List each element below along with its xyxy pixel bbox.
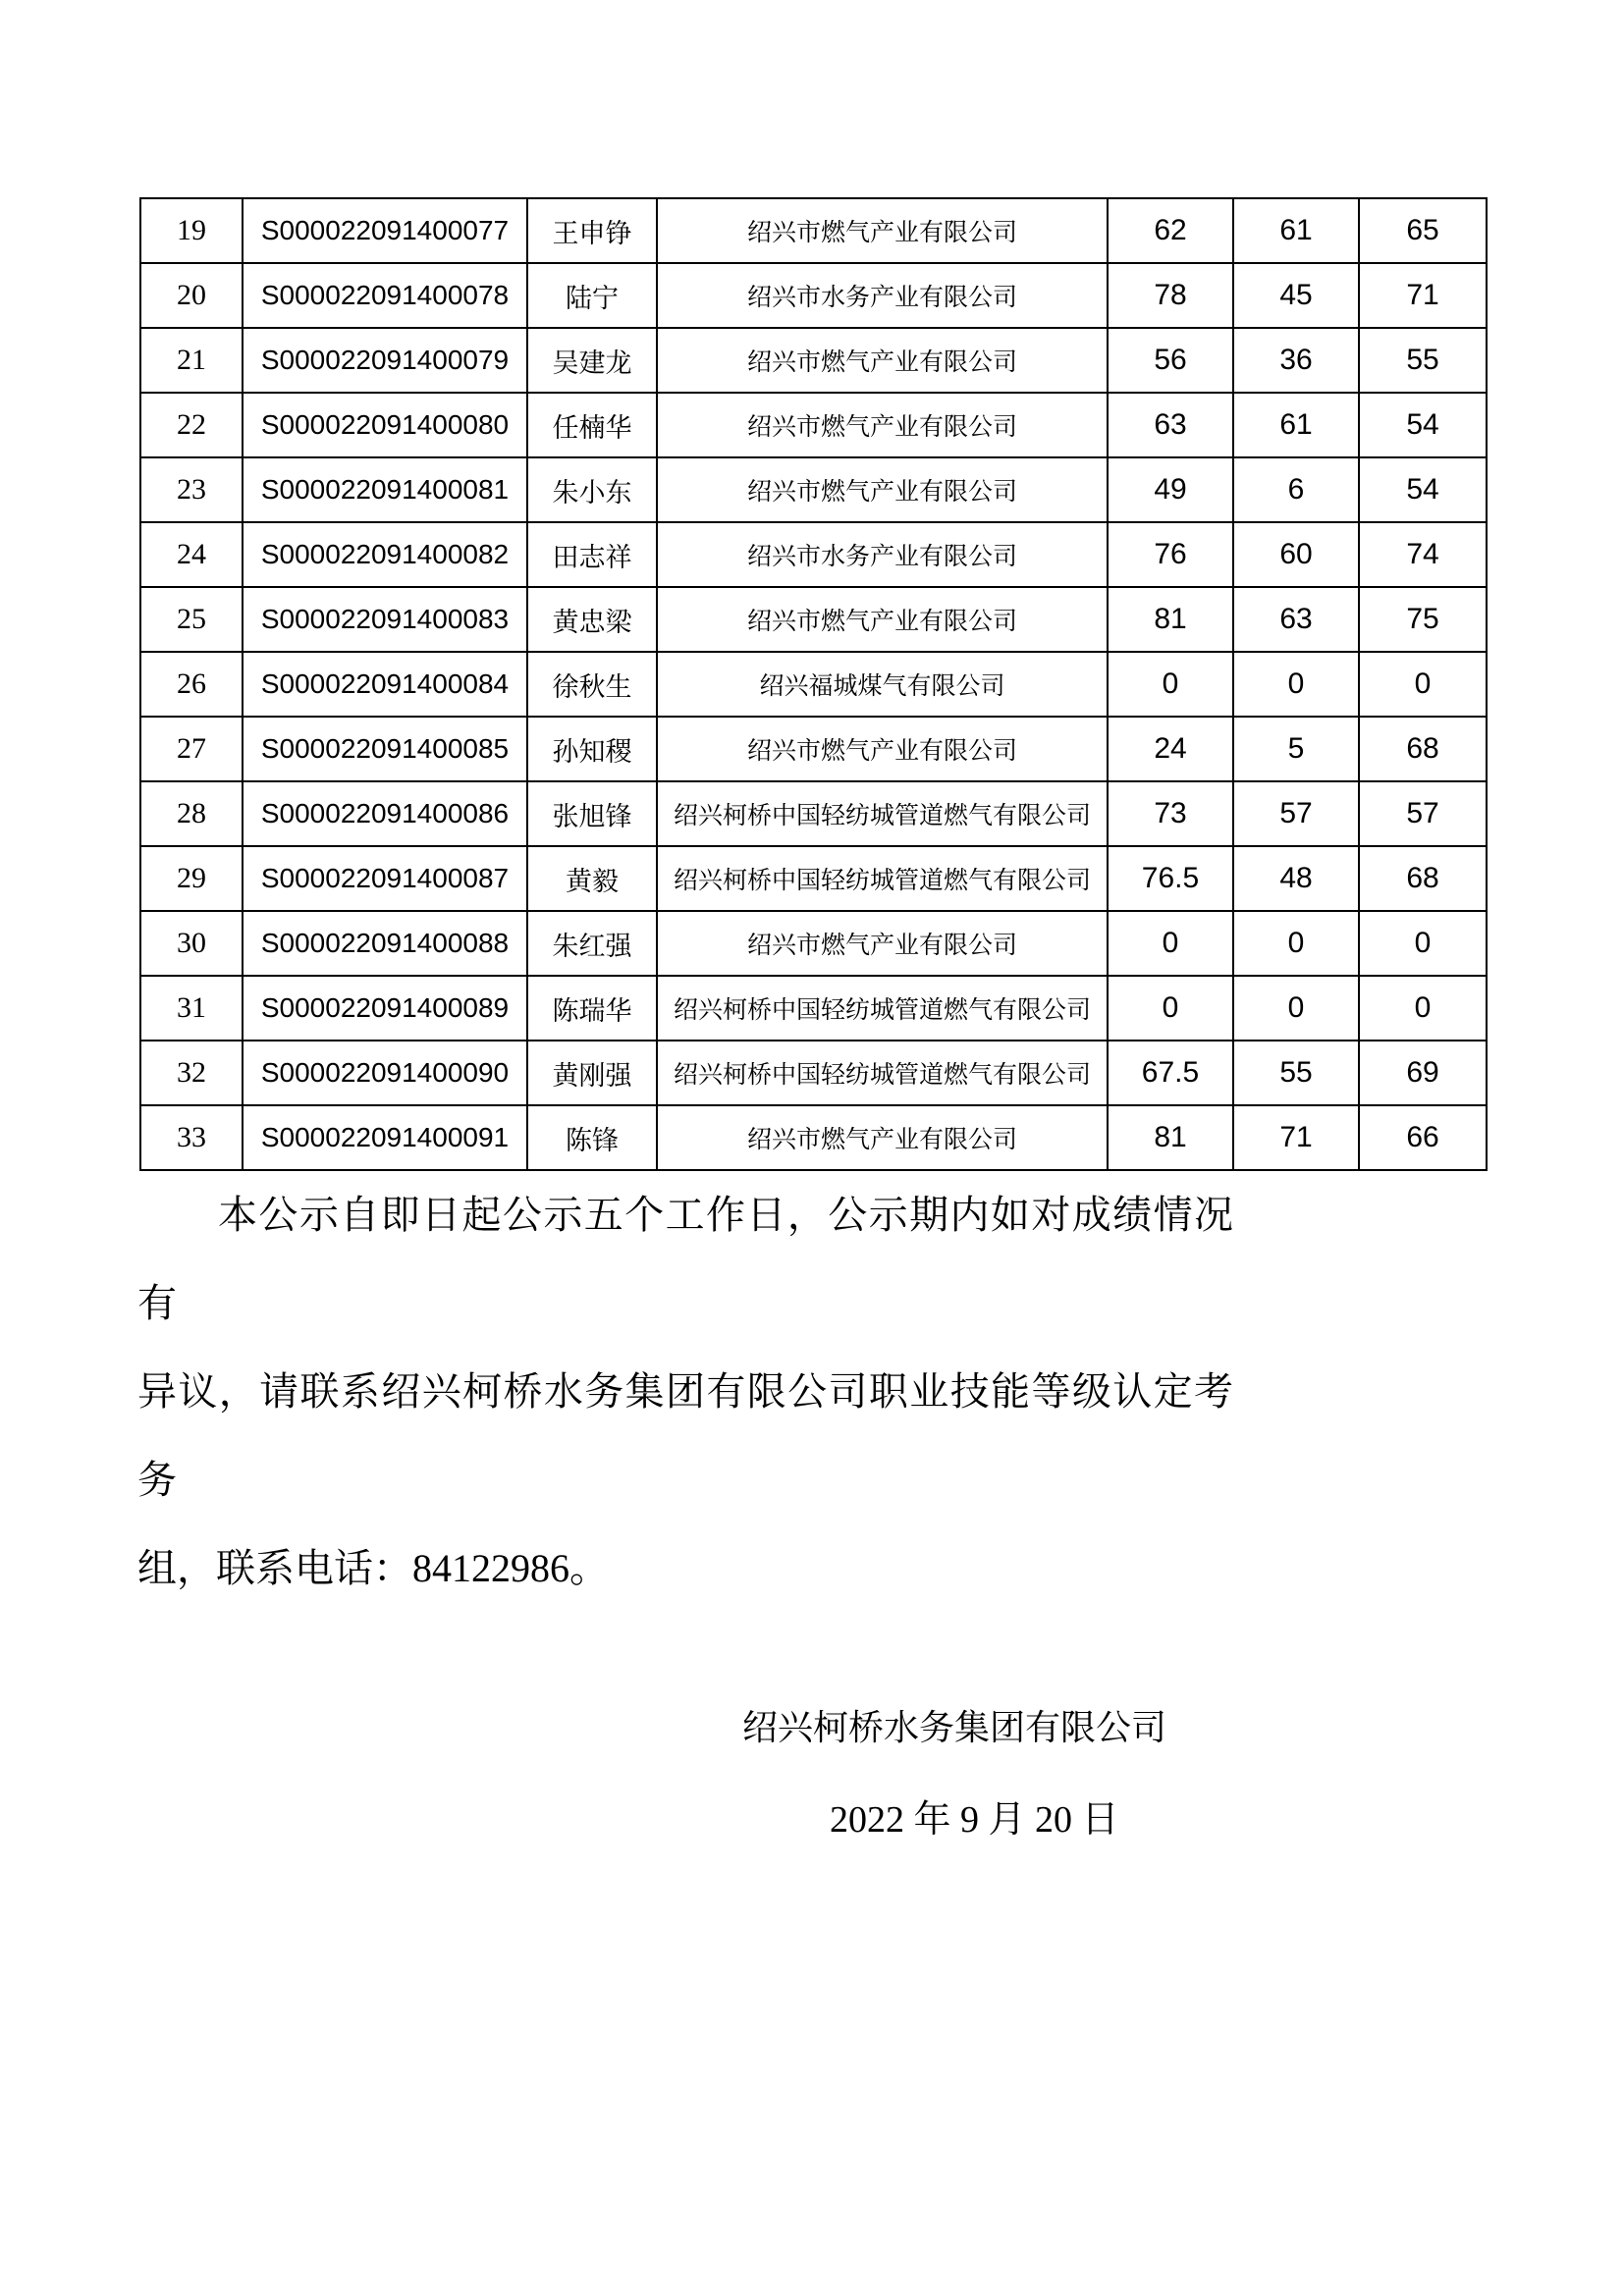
score1-cell: 78: [1108, 263, 1233, 328]
signature-date: 2022 年 9 月 20 日: [830, 1799, 1119, 1841]
name-cell: 黄忠梁: [527, 587, 657, 652]
score2-cell: 45: [1233, 263, 1359, 328]
name-cell: 吴建龙: [527, 328, 657, 393]
score3-cell: 68: [1359, 717, 1487, 781]
name-cell: 孙知稷: [527, 717, 657, 781]
score3-cell: 54: [1359, 393, 1487, 457]
score1-cell: 0: [1108, 911, 1233, 976]
row-number-cell: 26: [140, 652, 243, 717]
company-cell: 绍兴市水务产业有限公司: [657, 522, 1108, 587]
score1-cell: 0: [1108, 976, 1233, 1041]
score1-cell: 76: [1108, 522, 1233, 587]
company-cell: 绍兴市燃气产业有限公司: [657, 1105, 1108, 1170]
candidate-id-cell: S000022091400084: [243, 652, 527, 717]
table-row: [140, 328, 1487, 393]
score1-cell: 62: [1108, 198, 1233, 263]
table-row: [140, 393, 1487, 457]
row-number-cell: 30: [140, 911, 243, 976]
candidate-id-cell: S000022091400090: [243, 1041, 527, 1105]
name-cell: 王申铮: [527, 198, 657, 263]
signature-company: 绍兴柯桥水务集团有限公司: [742, 1708, 1167, 1747]
score1-cell: 0: [1108, 652, 1233, 717]
name-cell: 陆宁: [527, 263, 657, 328]
row-number-cell: 23: [140, 457, 243, 522]
table-row: [140, 1105, 1487, 1170]
company-cell: 绍兴柯桥中国轻纺城管道燃气有限公司: [657, 781, 1108, 846]
company-cell: 绍兴柯桥中国轻纺城管道燃气有限公司: [657, 1041, 1108, 1105]
row-number-cell: 27: [140, 717, 243, 781]
notice-line-1: 本公示自即日起公示五个工作日，公示期内如对成绩情况有: [137, 1193, 1233, 1325]
table-row: [140, 457, 1487, 522]
score2-cell: 6: [1233, 457, 1359, 522]
company-cell: 绍兴市燃气产业有限公司: [657, 393, 1108, 457]
score2-cell: 0: [1233, 652, 1359, 717]
table-row: [140, 781, 1487, 846]
table-row: [140, 911, 1487, 976]
score2-cell: 0: [1233, 976, 1359, 1041]
name-cell: 朱小东: [527, 457, 657, 522]
score2-cell: 71: [1233, 1105, 1359, 1170]
score3-cell: 74: [1359, 522, 1487, 587]
candidate-id-cell: S000022091400088: [243, 911, 527, 976]
candidate-id-cell: S000022091400091: [243, 1105, 527, 1170]
score3-cell: 69: [1359, 1041, 1487, 1105]
score1-cell: 67.5: [1108, 1041, 1233, 1105]
score3-cell: 0: [1359, 652, 1487, 717]
score1-cell: 76.5: [1108, 846, 1233, 911]
name-cell: 徐秋生: [527, 652, 657, 717]
row-number-cell: 31: [140, 976, 243, 1041]
score1-cell: 63: [1108, 393, 1233, 457]
candidate-id-cell: S000022091400080: [243, 393, 527, 457]
company-cell: 绍兴市燃气产业有限公司: [657, 457, 1108, 522]
score1-cell: 49: [1108, 457, 1233, 522]
company-cell: 绍兴柯桥中国轻纺城管道燃气有限公司: [657, 976, 1108, 1041]
score1-cell: 81: [1108, 587, 1233, 652]
row-number-cell: 22: [140, 393, 243, 457]
name-cell: 黄刚强: [527, 1041, 657, 1105]
name-cell: 田志祥: [527, 522, 657, 587]
company-cell: 绍兴市燃气产业有限公司: [657, 911, 1108, 976]
table-row: [140, 652, 1487, 717]
candidate-id-cell: S000022091400086: [243, 781, 527, 846]
score2-cell: 63: [1233, 587, 1359, 652]
score-table-body: [140, 198, 1487, 1170]
row-number-cell: 21: [140, 328, 243, 393]
score3-cell: 0: [1359, 976, 1487, 1041]
score1-cell: 73: [1108, 781, 1233, 846]
score3-cell: 0: [1359, 911, 1487, 976]
score3-cell: 57: [1359, 781, 1487, 846]
table-row: [140, 263, 1487, 328]
score2-cell: 60: [1233, 522, 1359, 587]
name-cell: 朱红强: [527, 911, 657, 976]
name-cell: 张旭锋: [527, 781, 657, 846]
table-row: [140, 846, 1487, 911]
table-row: [140, 717, 1487, 781]
candidate-id-cell: S000022091400089: [243, 976, 527, 1041]
score2-cell: 5: [1233, 717, 1359, 781]
notice-line-3: 组，联系电话：84122986。: [137, 1546, 609, 1590]
table-row: [140, 522, 1487, 587]
candidate-id-cell: S000022091400077: [243, 198, 527, 263]
notice-paragraph: [137, 1171, 1233, 1613]
row-number-cell: 20: [140, 263, 243, 328]
score3-cell: 66: [1359, 1105, 1487, 1170]
company-cell: 绍兴市水务产业有限公司: [657, 263, 1108, 328]
score3-cell: 75: [1359, 587, 1487, 652]
notice-line-2: 异议，请联系绍兴柯桥水务集团有限公司职业技能等级认定考务: [137, 1369, 1233, 1502]
score1-cell: 56: [1108, 328, 1233, 393]
company-cell: 绍兴市燃气产业有限公司: [657, 328, 1108, 393]
score3-cell: 55: [1359, 328, 1487, 393]
score3-cell: 54: [1359, 457, 1487, 522]
candidate-id-cell: S000022091400085: [243, 717, 527, 781]
score1-cell: 81: [1108, 1105, 1233, 1170]
score2-cell: 61: [1233, 393, 1359, 457]
score3-cell: 68: [1359, 846, 1487, 911]
company-cell: 绍兴市燃气产业有限公司: [657, 587, 1108, 652]
company-cell: 绍兴福城煤气有限公司: [657, 652, 1108, 717]
score1-cell: 24: [1108, 717, 1233, 781]
score-table: [139, 197, 1488, 1171]
candidate-id-cell: S000022091400087: [243, 846, 527, 911]
table-row: [140, 587, 1487, 652]
company-cell: 绍兴柯桥中国轻纺城管道燃气有限公司: [657, 846, 1108, 911]
row-number-cell: 24: [140, 522, 243, 587]
name-cell: 陈锋: [527, 1105, 657, 1170]
table-row: [140, 976, 1487, 1041]
name-cell: 黄毅: [527, 846, 657, 911]
row-number-cell: 29: [140, 846, 243, 911]
candidate-id-cell: S000022091400078: [243, 263, 527, 328]
score2-cell: 36: [1233, 328, 1359, 393]
candidate-id-cell: S000022091400081: [243, 457, 527, 522]
score2-cell: 61: [1233, 198, 1359, 263]
table-row: [140, 198, 1487, 263]
candidate-id-cell: S000022091400079: [243, 328, 527, 393]
row-number-cell: 32: [140, 1041, 243, 1105]
score3-cell: 71: [1359, 263, 1487, 328]
score2-cell: 57: [1233, 781, 1359, 846]
name-cell: 任楠华: [527, 393, 657, 457]
row-number-cell: 33: [140, 1105, 243, 1170]
candidate-id-cell: S000022091400083: [243, 587, 527, 652]
company-cell: 绍兴市燃气产业有限公司: [657, 198, 1108, 263]
table-row: [140, 1041, 1487, 1105]
candidate-id-cell: S000022091400082: [243, 522, 527, 587]
company-cell: 绍兴市燃气产业有限公司: [657, 717, 1108, 781]
score2-cell: 0: [1233, 911, 1359, 976]
score3-cell: 65: [1359, 198, 1487, 263]
row-number-cell: 19: [140, 198, 243, 263]
score2-cell: 55: [1233, 1041, 1359, 1105]
row-number-cell: 25: [140, 587, 243, 652]
row-number-cell: 28: [140, 781, 243, 846]
score2-cell: 48: [1233, 846, 1359, 911]
name-cell: 陈瑞华: [527, 976, 657, 1041]
